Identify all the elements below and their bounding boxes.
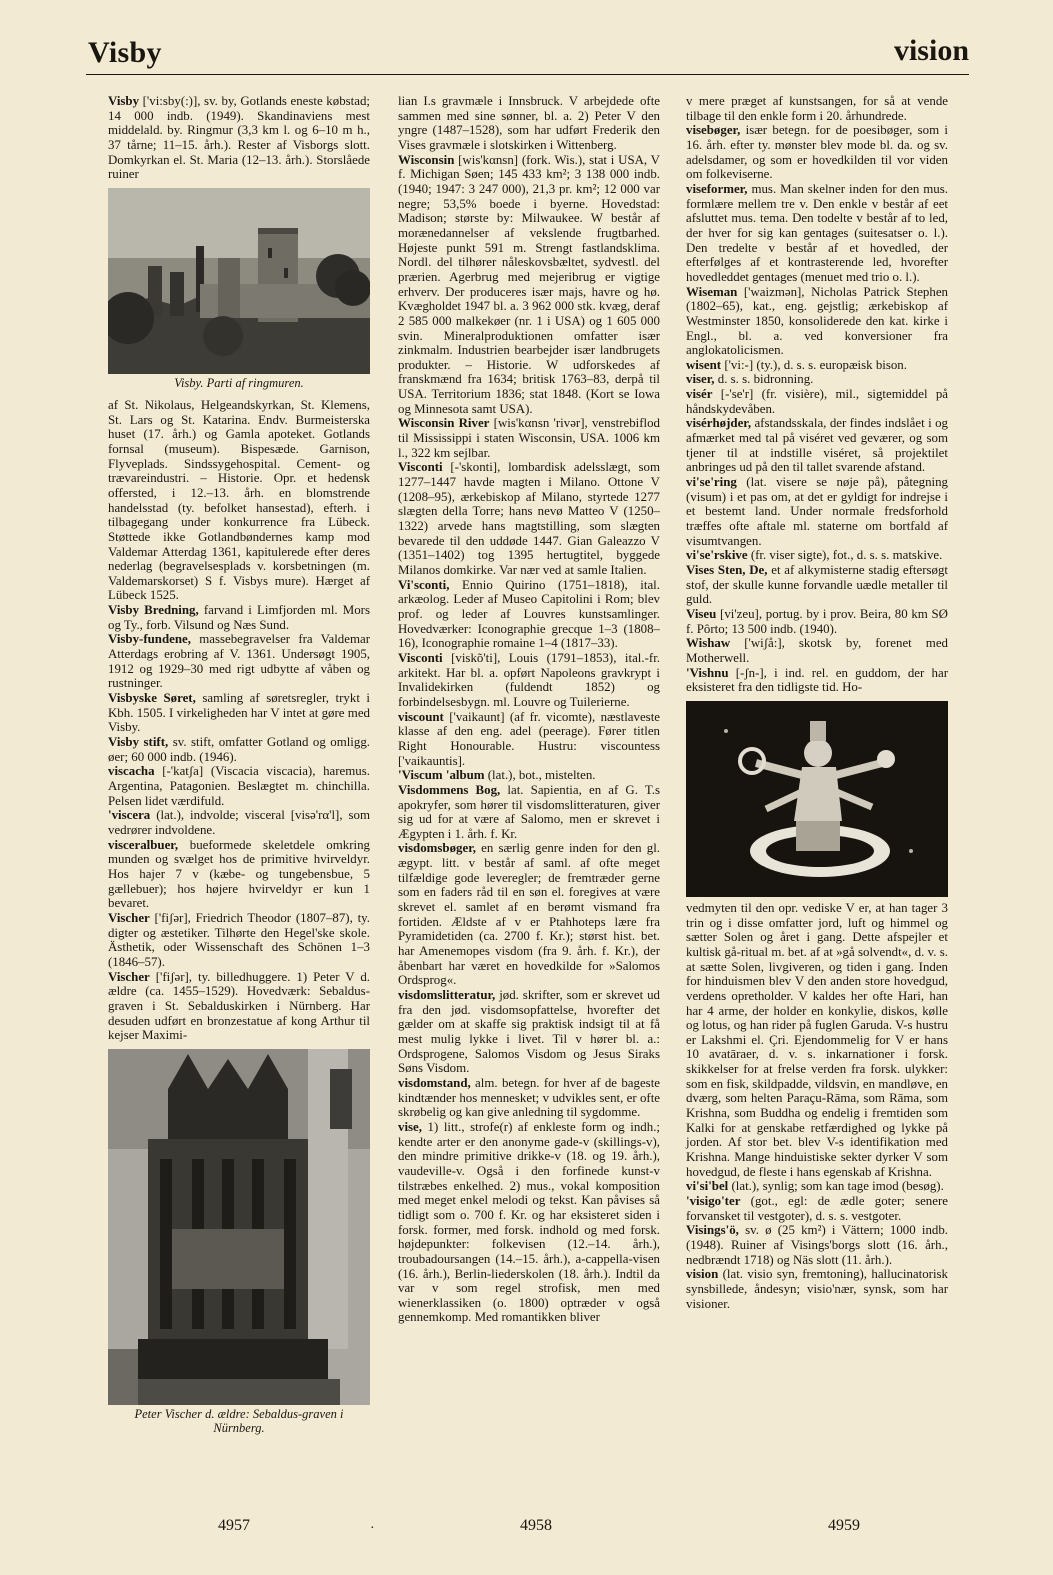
dictionary-entry (686, 563, 948, 607)
entry-headword: 'Vishnu (686, 665, 729, 680)
entry-text: lian I.s gravmæle i Innsbruck. V arbejdede ofte sammen med sine sønner, bl. a. 2) Peter V den yngre (1487–1528), som har udført Frederik den Vises gravmæle i slotskirken i Wittenberg. (398, 94, 660, 152)
entry-text: jød. skrifter, som er skrevet ud fra den jød. visdomsopfattelse, hvorefter det gælder om at skaffe sig praktisk indsigt til at få mest mulig lykke i livet. Til v hører bl. a.: Ordsprogene, Salomos Visdom og Jesus Siraks Søns Visdom. (398, 988, 660, 1076)
entry-headword: visér (686, 387, 713, 402)
folio-separator: · (370, 1521, 375, 1536)
entry-text: sv. stift, omfatter Gotland og omligg. øer; 60 000 indb. (1946). (108, 735, 370, 764)
page-number-right: 4959 (828, 1517, 860, 1534)
page-number-left: 4957 (218, 1517, 250, 1534)
dictionary-entry (686, 1194, 948, 1223)
entry-headword: Vischer (108, 969, 150, 984)
dictionary-entry (108, 603, 370, 632)
entry-text: d. s. s. bidronning. (714, 372, 814, 387)
dictionary-entry (398, 416, 660, 460)
entry-headword: Vischer (108, 910, 150, 925)
entry-headword: Visby-fundene, (108, 632, 191, 647)
dictionary-entry (108, 970, 370, 1043)
entry-headword: visdomslitteratur, (398, 988, 496, 1003)
entry-headword: vise, (398, 1119, 422, 1134)
dictionary-entry (686, 358, 948, 373)
dictionary-entry (686, 636, 948, 665)
entry-headword: Visbyske Søret, (108, 691, 196, 706)
entry-text: farvand i Limfjorden ml. Mors og Ty., forb. Vilsund og Næs Sund. (108, 603, 370, 632)
entry-text: ['fiʃər], Friedrich Theodor (1807–87), ty. digter og æstetiker. Tilhørte den Hegel'ske skole. Ästhetik, oder Wissenschaft des Schönen 1–3 (1846–57). (108, 910, 370, 969)
dictionary-entry (398, 710, 660, 769)
dictionary-entry (686, 372, 948, 387)
entry-text: [-'skonti], lombardisk adelsslægt, som 1277–1447 havde magten i Milano. Ottone V (1208–95), ærkebiskop af Milano, styrtede 1277 slægten della Torre; hans nevø Matteo V (1250–1322) arvede hans magtstilling, som slægten bevarede til den uddøde 1447. Gian Galeazzo V (1351–1402) tog 1395 hertugtitel, byggede Milanos domkirke. Var nær ved at samle Italien. (398, 460, 660, 577)
entry-text: sv. ø (25 km²) i Vättern; 1000 indb. (1948). Ruiner af Visings'borgs slott (16. årh., nedbrændt 1718) og Näs slott (11. årh.). (686, 1223, 948, 1267)
sebaldus-grave-photo (108, 1049, 370, 1405)
entry-headword: 'visigo'ter (686, 1194, 741, 1209)
entry-headword: Wiseman (686, 284, 738, 299)
dictionary-entry (398, 768, 660, 783)
entry-headword: viscount (398, 709, 444, 724)
entry-headword: Wishaw (686, 636, 731, 651)
entry-text: [wis'kαnsn 'rivər], venstrebiflod til Mississippi i staten Wisconsin, USA. 1006 km l., 322 km sejlbar. (398, 416, 660, 460)
dictionary-entry (108, 838, 370, 911)
dictionary-entry (686, 94, 948, 123)
entry-headword: wisent (686, 357, 722, 372)
entry-text: (lat. visio syn, fremtoning), hallucinatorisk synsbillede, åndesyn; visio'nær, synsk, som har visioner. (686, 1267, 948, 1311)
entry-headword: Visby stift, (108, 735, 169, 750)
dictionary-entry (686, 123, 948, 182)
entry-text: (lat. visere se nøje på), påtegning (visum) i et pas om, at det er gyldigt for indrejse i et bestemt land. Under normale fredsforhold træffes ofte aftale ml. staterne om bortfald af visumtvangen. (686, 475, 948, 548)
entry-text: af St. Nikolaus, Helgeandskyrkan, St. Klemens, St. Lars og St. Katarina. Endv. Burmeisterska huset (17. årh.) og Gamla apoteket. Gotlands fornsal (museum). Bispesæde. Garnison, Flyveplads. Sindssygehospital. Cement- og trævareindustri. – Historie. Opr. et hedensk offersted, i 12.–13. årh. en blomstrende handelsstad (ty. befolket hansestad), efterh. i tilbagegang under konkurrence fra Lübeck. Støttede ikke Gotlandbøndernes kamp mod Valdemar Atterdag 1361, kapitulerede efter deres nederlag (begravelsesplads v. korsbetningen (m. Valdemarskorset) S f. Visbys mure). Hærget af Lübeck 1525. (108, 397, 370, 603)
visby-wall-photo (108, 188, 370, 374)
dictionary-entry (398, 988, 660, 1076)
header-rule (86, 74, 969, 75)
dictionary-entry (686, 285, 948, 358)
entry-text: ['vi:sby(:)], sv. by, Gotlands eneste købstad; 14 000 indb. (1949). Skandinaviens mest middelald. by. Ringmur (3,3 km l. og 6–10 m h., 37 tårne; 11–15. årh.). Rester af Visborgs slott. Domkyrkan el. St. Maria (12–13. årh.). Storslåede ruiner (108, 94, 370, 182)
entry-text: samling af søretsregler, trykt i Kbh. 1505. I virkeligheden har V intet at gøre med Visby. (108, 691, 370, 735)
entry-text: (got., egl: de ædle goter; senere forvansket til vestgoter), d. s. s. vestgoter. (686, 1194, 948, 1223)
running-head-right: vision (893, 34, 969, 67)
figure-vishnu (686, 701, 948, 897)
entry-text: ['waizmən], Nicholas Patrick Stephen (1802–65), kat., eng. gejstlig; ærkebiskop af Westminster 1850, konsoliderede den kat. kirke i Engl., bl. a. ved konversioner fra anglokatolicismen. (686, 284, 948, 358)
dictionary-entry (686, 901, 948, 1179)
entry-headword: Wisconsin (398, 152, 455, 167)
entry-headword: visebøger, (686, 123, 741, 138)
entry-text: 1) litt., strofe(r) af enkleste form og indh.; kendte arter er den anonyme gade-v (skillings-v), den mindre primitive drikke-v (18. og 19. årh.), vaudeville-v. Også i den forfinede kunst-v tilstræbes enkelhed. 2) mus., vokal komposition med meget enkel melodi og tekst. Kan påvises så tidligt som o. 700 f. Kr. og har eksisteret siden i forsk. former, med forsk. indhold og med forsk. højdepunkter: folkevisen (12.–14. årh.), troubadoursangen (14.–15. årh.), a-cappella-visen (16. årh.), Berlin-liederskolen (18. årh.). Indtil da var v som regel strofisk, men med wienerklassiken (o. 1800) optræder v også gennemkomp. Med romantikken bliver (398, 1119, 660, 1325)
entry-headword: visdomstand, (398, 1075, 471, 1090)
dictionary-entry (398, 153, 660, 417)
entry-headword: viseformer, (686, 181, 748, 196)
dictionary-entry (398, 94, 660, 153)
entry-headword: 'Viscum 'album (398, 768, 485, 783)
vishnu-figure-photo (686, 701, 948, 897)
entry-headword: Visconti (398, 460, 443, 475)
entry-text: [viskõ'ti], Louis (1791–1853), ital.-fr. arkitekt. Har bl. a. opført Napoleons gravkrypt i Invalidekirken (fuldendt 1852) og forbindelsesbygn. ml. Louvre og Tuilerierne. (398, 650, 660, 709)
dictionary-entry (686, 416, 948, 475)
dictionary-entry (686, 475, 948, 548)
entry-text: lat. Sapientia, en af G. T.s apokryfer, som hører til visdomslitteraturen, giver sig ud for at være af Salomo, men er skrevet i Ægypten i 1. årh. f. Kr. (398, 782, 660, 841)
entry-headword: visceralbuer, (108, 837, 179, 852)
entry-text: v mere præget af kunstsangen, for så at vende tilbage til den enkle form i 20. århundrede. (686, 94, 948, 123)
entry-text: et af alkymisterne stadig eftersøgt stof, der skulle kunne forvandle uædle metaller til guld. (686, 563, 948, 607)
entry-headword: vi'se'rskive (686, 548, 748, 563)
entry-text: (lat.), synlig; som kan tage imod (besøg). (728, 1179, 944, 1194)
entry-text: [-'se'r] (fr. visière), mil., sigtemiddel på håndskydevåben. (686, 387, 948, 416)
dictionary-entry (686, 1179, 948, 1194)
entry-text: ['vaikaunt] (af fr. vicomte), næstlaveste klasse af den eng. adel (peerage). Fører titlen Right Honourable. Hustru: viscountess ['vaikauntis]. (398, 709, 660, 768)
dictionary-entry (686, 1223, 948, 1267)
dictionary-entry (108, 691, 370, 735)
dictionary-entry (398, 578, 660, 651)
entry-text: (fr. viser sigte), fot., d. s. s. matskive. (747, 548, 943, 563)
entry-headword: Vises Sten, De, (686, 563, 768, 577)
entry-text: bueformede skeletdele omkring munden og svælget hos de primitive hvirveldyr. Hos hajer 7 v (kæbe- og tungebensbue, 5 gællebuer); hos højere hvirveldyr er kun 1 bevaret. (108, 837, 370, 911)
entry-headword: Visings'ö, (686, 1223, 739, 1238)
dictionary-entry (398, 1076, 660, 1120)
entry-text: ['wiʃå:], skotsk by, forenet med Motherwell. (686, 636, 948, 665)
entry-headword: Visby (108, 94, 140, 108)
entry-text: afstandsskala, der findes indslået i og afmærket med tal på viséret ved geværer, og som tjener til at indstille viséret, så projektilet anbringes ud på den til tallet svarende afstand. (686, 416, 948, 475)
dictionary-entry (398, 841, 660, 988)
entry-text: vedmyten til den opr. vediske V er, at han tager 3 trin og i disse omfatter jord, luft og himmel og sætter Solen og året i gang. Dette afspejler et kultisk gå-ritual m. bet. af at »gå solvendt«, d. v. s. at sætte Solen, livgiveren, og tiden i gang. Inden for hinduismen blev V den anden store hovedgud, verdens opretholder. V kaldes her ofte Hari, han har 4 arme, der holder en konkylie, diskos, kølle og lotus, og han rider på fuglen Garuda. V-s hustru er Lakshmi el. Çri. Ejendommelig for V er hans 10 avatāraer, d. v. s. inkarnationer i forsk. skikkelser for at frelse verden fra forsk. ulykker: som en fisk, skildpadde, vildsvin, en mandløve, en dværg, som helten Paraçu-Rāma, som Rāma, som Krishna, som Buddha og endelig i fremtiden som Kalki for at genskabe retfærdighed og lykke på jorden. Af stor bet. blev V-s identifikation med Krishna. Mange hinduistiske sekter dyrker V som hovedgud, de fleste i hans egenskab af Krishna. (686, 900, 948, 1179)
figure-grave (108, 1049, 370, 1435)
dictionary-entry (686, 387, 948, 416)
dictionary-entry (686, 607, 948, 636)
entry-text: (lat.), indvolde; visceral [visə'rα'l], som vedrører indvoldene. (108, 808, 370, 837)
entry-headword: Wisconsin River (398, 416, 490, 431)
dictionary-entry (398, 460, 660, 577)
column-2 (398, 94, 660, 1325)
entry-headword: viser, (686, 372, 715, 387)
entry-text: alm. betegn. for hver af de bageste kindtænder hos mennesket; v udvikles sent, er ofte skrøbelig og kan give anledning til sygdomme. (398, 1075, 660, 1120)
entry-text: en særlig genre inden for den gl. ægypt. litt. v består af saml. af ofte meget tilfældige gode leveregler; de fremtræder gerne som en faders råd til en søn el. foregives at være skrevet el. samlet af en berømt vismand fra fortiden. Ældste af v er Ptahhoteps lære fra Pyramidetiden (ca. 2700 f. Kr.); størst hist. bet. har Amenemopes visdom (fra 9. årh. f. Kr.), der åbenbart har været en hovedkilde for »Salomos Ordsprog«. (398, 841, 660, 988)
entry-text: ['fiʃər], ty. billedhuggere. 1) Peter V d. ældre (ca. 1455–1529). Hovedværk: Sebaldus-graven i St. Sebalduskirken i Nürnberg. Har desuden udført en bronzestatue af kong Arthur til kejser Maximi- (108, 969, 370, 1043)
running-head-left: Visby (88, 36, 162, 69)
entry-text: [-ʃn-], i ind. rel. en guddom, der har eksisteret fra den tidligste tid. Ho- (686, 665, 948, 695)
entry-text: [-'katʃa] (Viscacia viscacia), haremus. Argentina, Patagonien. Beslægtet m. chinchilla. Pelsen lidet værdifuld. (108, 764, 370, 808)
dictionary-entry (686, 182, 948, 285)
page-number-middle: 4958 (520, 1517, 552, 1534)
entry-text: ['vi:-] (ty.), d. s. s. europæisk bison. (721, 357, 907, 372)
column-3 (686, 94, 948, 1311)
entry-headword: vi'si'bel (686, 1179, 729, 1194)
entry-text: mus. Man skelner inden for den mus. formlære mellem tre v. Den enkle v består af eet afsluttet mus. tema. Den todelte v består af to led, der hver for sig kan gentages (suitesatser o. l.). Den tredelte v består af et hovedled, der efterfølges af et kontrasterende led, hvorefter hovedleddet gentages (menuet med trio o. l.). (686, 181, 948, 284)
entry-headword: Visby Bredning, (108, 603, 199, 618)
dictionary-entry (686, 666, 948, 695)
dictionary-entry (686, 1267, 948, 1311)
entry-headword: Visconti (398, 650, 443, 665)
dictionary-entry (108, 632, 370, 691)
entry-headword: visdomsbøger, (398, 841, 476, 856)
entry-text: [wis'kαnsn] (fork. Wis.), stat i USA, V f. Michigan Søen; 145 433 km²; 3 138 000 indb. (1940; 1947: 3 247 000), 21,3 pr. km²; 12 000 var negre; 53,5% boede i byerne. Hovedstad: Madison; største by: Milwaukee. W består af morænedannelser af vekslende frugtbarhed. Højeste punkt 591 m. Strengt fastlandsklima. Nordl. del tilhører nåleskovsbæltet, sydvestl. del prærien. Agerbrug med mejeribrug er vigtige erhverv. Der produceres især majs, havre og hø. Kvægholdet 1947 bl. a. 3 962 000 stk. kvæg, deraf 2 585 000 malkekøer (nr. 1 i USA) og 1 605 000 svin. Mineralproduktionen omfatter især zinkmalm. Industrien bearbejder især landbrugets produkter. – Historie. W udforskedes af franskmænd fra 1634; britisk 1763–83, derpå til USA. Territorium 1836; stat 1848. (Kort se Iowa og Minnesota samt USA). (398, 152, 660, 416)
entry-text: [vi'zeu], portug. by i prov. Beira, 80 km SØ f. Pôrto; 13 500 indb. (1940). (686, 606, 948, 636)
entry-headword: vi'se'ring (686, 475, 737, 490)
entry-headword: Viseu (686, 606, 717, 621)
dictionary-entry (108, 911, 370, 970)
dictionary-entry (108, 735, 370, 764)
dictionary-entry (108, 94, 370, 182)
entry-headword: viscacha (108, 764, 155, 779)
dictionary-entry (108, 398, 370, 603)
dictionary-entry (108, 808, 370, 837)
figure-caption: Peter Vischer d. ældre: Sebaldus-graven i Nürnberg. (134, 1406, 344, 1435)
dictionary-entry (398, 1120, 660, 1325)
entry-text: især betegn. for de poesibøger, som i 16. årh. efter ty. mønster blev mode bl. da. og sv. adelsdamer, og som er hovedkilden til vor viden om folkeviserne. (686, 123, 948, 182)
entry-headword: 'viscera (108, 808, 151, 823)
figure-visby (108, 188, 370, 390)
entry-text: massebegravelser fra Valdemar Atterdags erobring af V. 1361. Undersøgt 1905, 1912 og 1929–30 med rigt udbytte af våben og rustninger. (108, 632, 370, 691)
figure-caption: Visby. Parti af ringmuren. (174, 375, 304, 390)
entry-headword: visérhøjder, (686, 416, 752, 431)
entry-headword: vision (686, 1267, 719, 1282)
entry-text: (lat.), bot., mistelten. (484, 768, 596, 783)
column-1 (108, 94, 370, 1443)
dictionary-entry (398, 651, 660, 710)
dictionary-entry (108, 764, 370, 808)
entry-text: Ennio Quirino (1751–1818), ital. arkæolog. Leder af Museo Capitolini i Rom; blev prof. og leder af Louvres kunstsamlinger. Hovedværker: Iconographie grecque 1–3 (1808–16), Iconographie romaine 1–4 (1817–33). (398, 577, 660, 651)
entry-headword: Vi'sconti, (398, 577, 450, 592)
dictionary-entry (398, 783, 660, 842)
dictionary-entry (686, 548, 948, 563)
entry-headword: Visdommens Bog, (398, 782, 501, 797)
